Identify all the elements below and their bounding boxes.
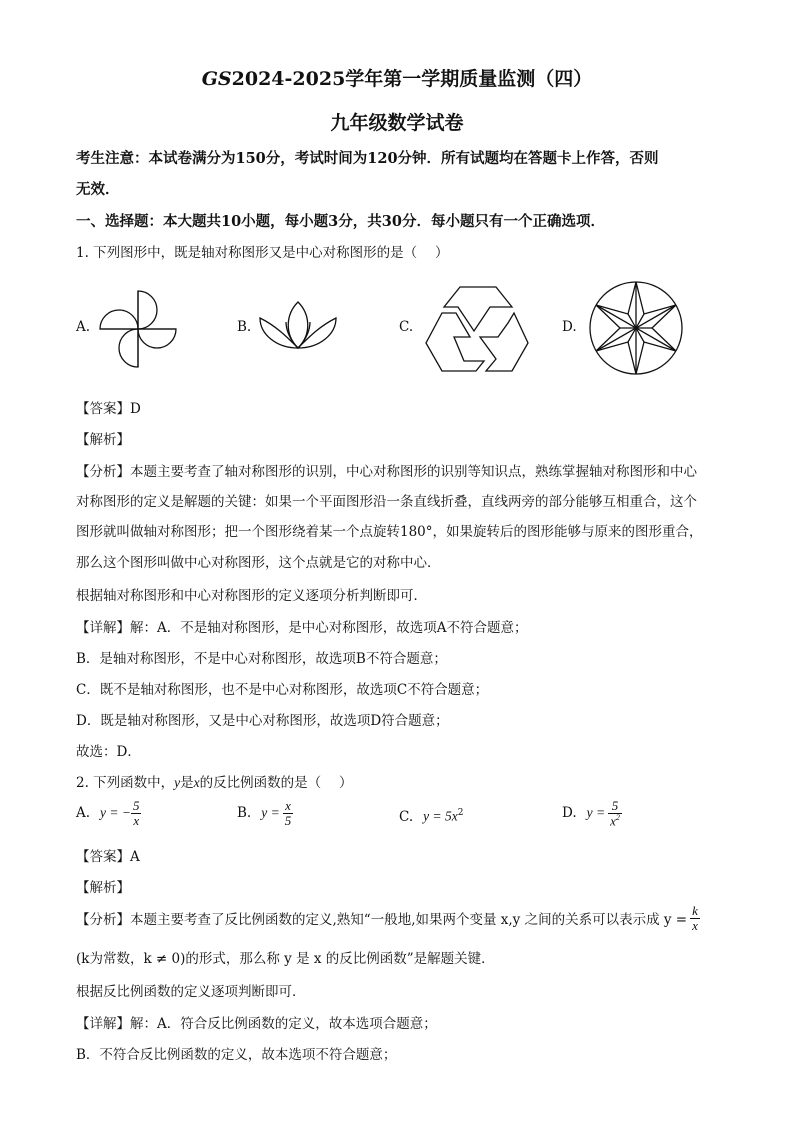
- figure-c-recycle: [424, 285, 530, 373]
- q1-detail-line: B．是轴对称图形，不是中心对称图形，故选项B不符合题意；: [76, 651, 447, 667]
- q2-answer: 【答案】A: [76, 849, 140, 865]
- section-heading: 一、选择题：本大题共10小题，每小题3分，共30分．每小题只有一个正确选项．: [76, 213, 605, 230]
- q2-analysis-head: 【解析】: [76, 880, 130, 896]
- figure-d-star: [588, 280, 684, 376]
- figure-a-pinwheel: [96, 287, 180, 371]
- q1-option-b-label: B.: [237, 319, 252, 335]
- q1-detail-line: C．既不是轴对称图形，也不是中心对称图形，故选项C不符合题意；: [76, 682, 489, 698]
- q1-analysis-line: 根据轴对称图形和中心对称图形的定义逐项分析判断即可．: [76, 588, 427, 604]
- q1-option-c-label: C.: [399, 319, 414, 335]
- figure-b-lotus: [256, 300, 340, 352]
- notice-line-1: 考生注意：本试卷满分为150分，考试时间为120分钟．所有试题均在答题卡上作答，否则: [76, 150, 659, 167]
- q1-analysis-line: 【分析】本题主要考查了轴对称图形的识别，中心对称图形的识别等知识点，熟练掌握轴对称图形和中心: [76, 464, 697, 480]
- q1-stem: 1. 下列图形中，既是轴对称图形又是中心对称图形的是（ ）: [76, 245, 449, 261]
- q1-option-a-label: A.: [76, 319, 91, 335]
- q1-detail-line: D．既是轴对称图形，又是中心对称图形，故选项D符合题意；: [76, 713, 449, 729]
- q1-conclusion: 故选：D．: [76, 744, 141, 760]
- q1-analysis-line: 图形就叫做轴对称图形；把一个图形绕着某一个点旋转180°，如果旋转后的图形能够与原来的图形重合，: [76, 524, 703, 540]
- q2-option-a-fraction: $\frac{5}{x}$: [133, 798, 140, 828]
- title-text: 2024-2025学年第一学期质量监测（四）: [231, 68, 593, 90]
- q1-option-d-label: D.: [562, 319, 577, 335]
- q1-analysis-head: 【解析】: [76, 432, 130, 448]
- q2-option-a: A. y = − $\frac{5}{x}$: [76, 798, 140, 828]
- q2-k-over-x-fraction: $\frac{k}{x}$: [692, 903, 698, 933]
- title-prefix: GS: [201, 68, 232, 90]
- q2-option-b-fraction: $\frac{x}{5}$: [284, 798, 292, 828]
- q2-option-c: C. $y = 5x^2$: [399, 808, 464, 825]
- q2-detail-line: B．不符合反比例函数的定义，故本选项不符合题意；: [76, 1047, 397, 1063]
- q1-detail-line: 【详解】解：A．不是轴对称图形，是中心对称图形，故选项A不符合题意；: [76, 620, 528, 636]
- q2-analysis-line-3: 根据反比例函数的定义逐项判断即可．: [76, 984, 306, 1000]
- q2-option-d: D. y = $\frac{5}{x^2}$: [562, 798, 620, 828]
- exam-title: [0, 64, 794, 91]
- q1-analysis-line: 那么这个图形叫做中心对称图形，这个点就是它的对称中心．: [76, 555, 441, 571]
- exam-subtitle: 九年级数学试卷: [330, 112, 464, 134]
- notice-line-2: 无效．: [76, 181, 120, 198]
- q2-analysis-line-2: (k为常数，k ≠ 0)的形式，那么称 y 是 x 的反比例函数”是解题关键．: [76, 951, 495, 967]
- q1-answer: 【答案】D: [76, 401, 141, 417]
- q2-option-b: B. y = $\frac{x}{5}$: [237, 798, 292, 828]
- q2-analysis-line-1: 【分析】本题主要考查了反比例函数的定义,熟知“一般地,如果两个变量 x,y 之间的关系可以表示成 y = $\frac{k}{x}$: [76, 903, 698, 933]
- q1-analysis-line: 对称图形的定义是解题的关键：如果一个平面图形沿一条直线折叠，直线两旁的部分能够互相重合，这个: [76, 494, 697, 510]
- q2-stem: 2. 下列函数中，y是x的反比例函数的是（ ）: [76, 775, 353, 791]
- q2-option-d-fraction: $\frac{5}{x^2}$: [610, 798, 620, 828]
- q2-detail-line: 【详解】解：A．符合反比例函数的定义，故本选项合题意；: [76, 1016, 437, 1032]
